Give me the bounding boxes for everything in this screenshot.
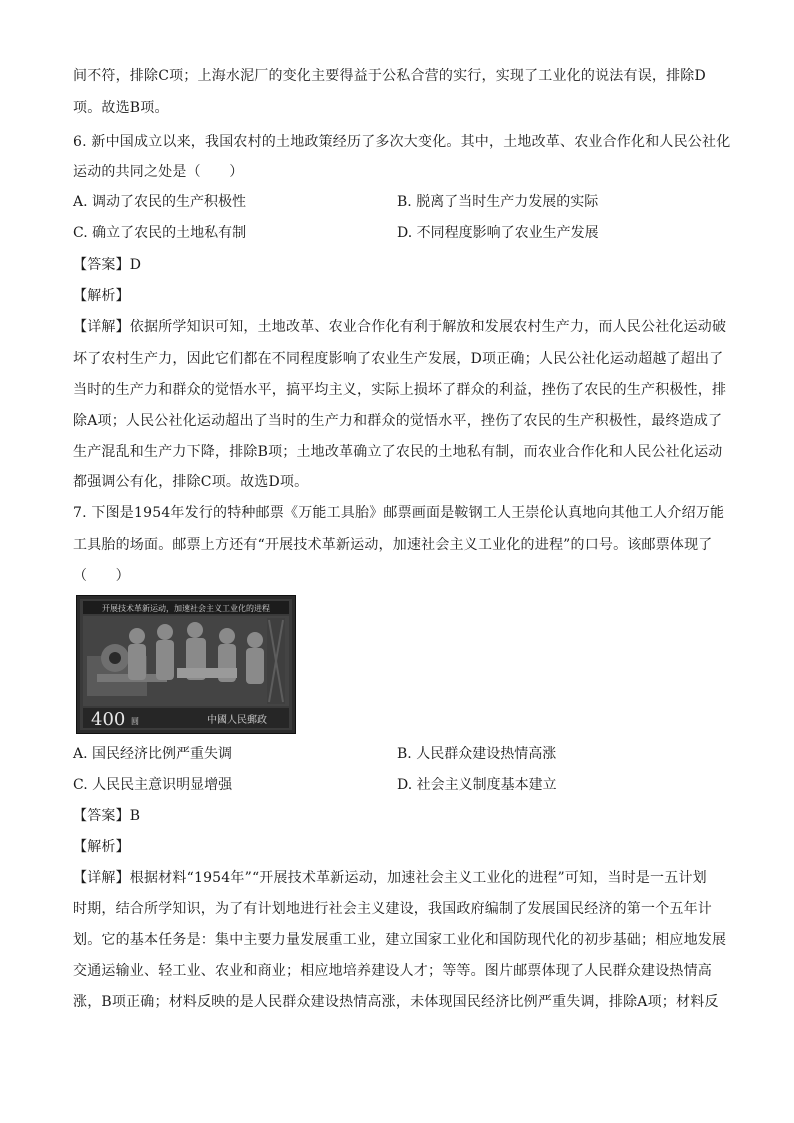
q7-explanation: 涨，B项正确；材料反映的是人民群众建设热情高涨，未体现国民经济比例严重失调，排除A项；材料反 bbox=[73, 994, 719, 1010]
q6-explanation: 除A项；人民公社化运动超出了当时的生产力和群众的觉悟水平，挫伤了农民的生产积极性，最终造成了 bbox=[73, 413, 723, 429]
question-7-stem: 工具胎的场面。邮票上方还有“开展技术革新运动，加速社会主义工业化的进程”的口号。该邮票体现了 bbox=[73, 537, 713, 553]
q7-explanation: 时期，结合所学知识，为了有计划地进行社会主义建设，我国政府编制了发展国民经济的第一个五年计 bbox=[73, 901, 712, 917]
q7-option-b: B. 人民群众建设热情高涨 bbox=[397, 746, 557, 762]
q6-explanation: 坏了农村生产力，因此它们都在不同程度影响了农业生产发展，D项正确；人民公社化运动超越了超出了 bbox=[73, 351, 724, 367]
q6-explanation: 【详解】依据所学知识可知，土地改革、农业合作化有利于解放和发展农村生产力，而人民公社化运动破 bbox=[73, 319, 727, 335]
q6-answer: 【答案】D bbox=[73, 257, 142, 273]
q6-explanation: 当时的生产力和群众的觉悟水平，搞平均主义，实际上损坏了群众的利益，挫伤了农民的生产积极性，排 bbox=[73, 382, 727, 398]
question-6-stem: 运动的共同之处是（ ） bbox=[73, 164, 244, 180]
q7-answer: 【答案】B bbox=[73, 808, 141, 824]
question-7-stem: 7. 下图是1954年发行的特种邮票《万能工具胎》邮票画面是鞍钢工人王崇伦认真地向其他工人介绍万能 bbox=[73, 505, 725, 521]
text-line: 项。故选B项。 bbox=[73, 100, 169, 116]
q7-option-d: D. 社会主义制度基本建立 bbox=[397, 777, 557, 793]
q6-option-c: C. 确立了农民的土地私有制 bbox=[73, 225, 247, 241]
q6-analysis-heading: 【解析】 bbox=[73, 288, 130, 304]
q7-analysis-heading: 【解析】 bbox=[73, 839, 130, 855]
q7-explanation: 划。它的基本任务是：集中主要力量发展重工业，建立国家工业化和国防现代化的初步基础；相应地发展 bbox=[73, 932, 727, 948]
question-7-stem: （ ） bbox=[73, 568, 130, 584]
q6-option-d: D. 不同程度影响了农业生产发展 bbox=[397, 225, 599, 241]
q7-option-a: A. 国民经济比例严重失调 bbox=[73, 746, 233, 762]
q6-explanation: 都强调公有化，排除C项。故选D项。 bbox=[73, 474, 309, 490]
q6-option-a: A. 调动了农民的生产积极性 bbox=[73, 194, 247, 210]
q6-option-b: B. 脱离了当时生产力发展的实际 bbox=[397, 194, 599, 210]
stamp-value: 400 bbox=[91, 709, 126, 730]
stamp-country: 中國人民郵政 bbox=[207, 715, 267, 726]
text-line: 间不符，排除C项；上海水泥厂的变化主要得益于公私合营的实行，实现了工业化的说法有误，排除D bbox=[73, 68, 706, 84]
q6-explanation: 生产混乱和生产力下降，排除B项；土地改革确立了农民的土地私有制，而农业合作化和人民公社化运动 bbox=[73, 444, 723, 460]
question-6-stem: 6. 新中国成立以来，我国农村的土地政策经历了多次大变化。其中，土地改革、农业合作化和人民公社化 bbox=[73, 134, 731, 150]
q7-option-c: C. 人民民主意识明显增强 bbox=[73, 777, 233, 793]
stamp-unit: 圆 bbox=[131, 717, 139, 726]
q7-explanation: 交通运输业、轻工业、农业和商业；相应地培养建设人才；等等。图片邮票体现了人民群众建设热情高 bbox=[73, 963, 712, 979]
q7-explanation: 【详解】根据材料“1954年”“开展技术革新运动，加速社会主义工业化的进程”可知，当时是一五计划 bbox=[73, 870, 707, 886]
stamp-slogan: 开展技术革新运动，加速社会主义工业化的进程 bbox=[102, 604, 270, 613]
stamp-image bbox=[76, 595, 296, 734]
